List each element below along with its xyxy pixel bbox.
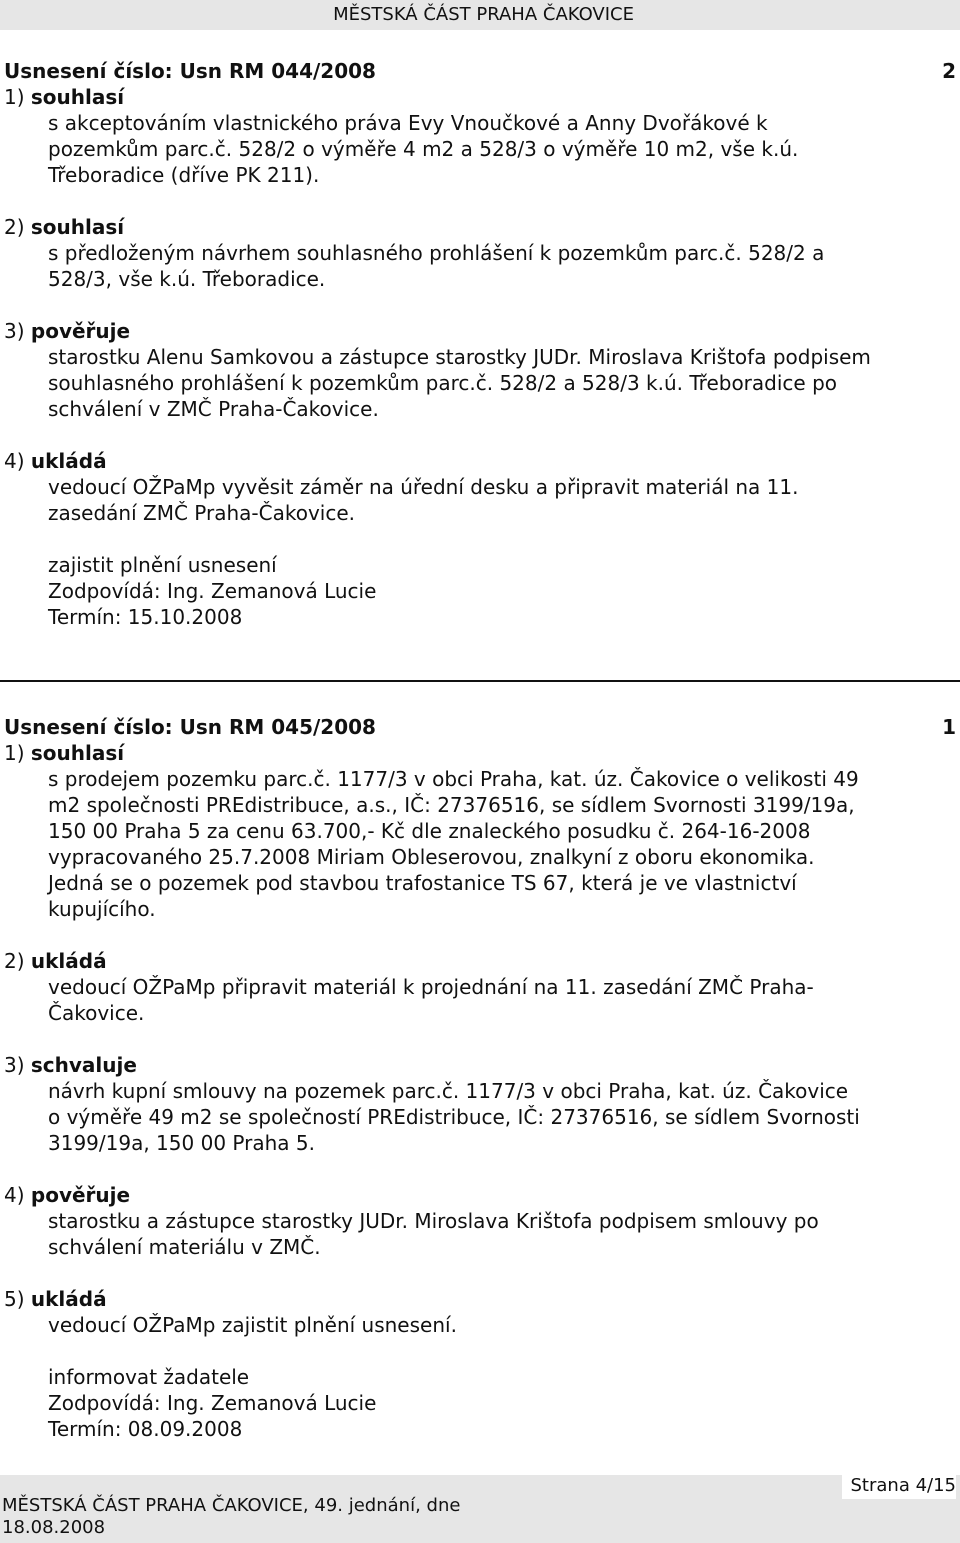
task-responsible: Zodpovídá: Ing. Zemanová Lucie — [48, 579, 377, 603]
text-line: 528/3, vše k.ú. Třeboradice. — [48, 267, 326, 291]
resolution-item — [0, 1052, 960, 1156]
item-verb: ukládá — [30, 449, 107, 473]
text-line: návrh kupní smlouvy na pozemek parc.č. 1177/3 v obci Praha, kat. úz. Čakovice — [48, 1079, 849, 1103]
resolution-count: 2 — [942, 59, 956, 83]
task-responsible: Zodpovídá: Ing. Zemanová Lucie — [48, 1391, 377, 1415]
resolution-item — [0, 214, 960, 292]
item-heading — [0, 84, 960, 110]
task-description: zajistit plnění usnesení — [48, 553, 277, 577]
text-line: vypracovaného 25.7.2008 Miriam Obleserovou, znalkyní z oboru ekonomika. — [48, 845, 815, 869]
text-line: s akceptováním vlastnického práva Evy Vnoučkové a Anny Dvořákové k — [48, 111, 768, 135]
resolution-item — [0, 1286, 960, 1338]
resolution-item — [0, 948, 960, 1026]
item-verb: souhlasí — [30, 215, 125, 239]
footer-meeting-line: MĚSTSKÁ ČÁST PRAHA ČAKOVICE, 49. jednání, dne — [2, 1495, 461, 1516]
text-line: pozemkům parc.č. 528/2 o výměře 4 m2 a 528/3 o výměře 10 m2, vše k.ú. — [48, 137, 799, 161]
item-text — [0, 1312, 960, 1338]
item-number: 1) — [4, 741, 25, 765]
section-divider — [0, 680, 960, 682]
text-line: 150 00 Praha 5 za cenu 63.700,- Kč dle znaleckého posudku č. 264-16-2008 — [48, 819, 811, 843]
task-block — [0, 1364, 960, 1442]
resolution-count: 1 — [942, 715, 956, 739]
item-number: 2) — [4, 949, 25, 973]
item-number: 1) — [4, 85, 25, 109]
page-header — [0, 0, 960, 30]
item-text — [0, 474, 960, 526]
item-number: 5) — [4, 1287, 25, 1311]
text-line: s prodejem pozemku parc.č. 1177/3 v obci Praha, kat. úz. Čakovice o velikosti 49 — [48, 767, 859, 791]
footer-meeting-info — [2, 1495, 460, 1539]
task-deadline: Termín: 15.10.2008 — [48, 605, 243, 629]
text-line: zasedání ZMČ Praha-Čakovice. — [48, 501, 356, 525]
item-number: 4) — [4, 1183, 25, 1207]
resolution-title — [0, 714, 960, 740]
task-deadline: Termín: 08.09.2008 — [48, 1417, 243, 1441]
text-line: vedoucí OŽPaMp vyvěsit záměr na úřední desku a připravit materiál na 11. — [48, 475, 799, 499]
text-line: vedoucí OŽPaMp zajistit plnění usnesení. — [48, 1313, 457, 1337]
item-verb: pověřuje — [30, 1183, 131, 1207]
item-verb: ukládá — [30, 949, 107, 973]
item-text — [0, 766, 960, 922]
page-number: Strana 4/15 — [842, 1475, 956, 1499]
item-text — [0, 110, 960, 188]
text-line: vedoucí OŽPaMp připravit materiál k projednání na 11. zasedání ZMČ Praha- — [48, 975, 814, 999]
item-heading — [0, 740, 960, 766]
item-text — [0, 1208, 960, 1260]
item-text — [0, 344, 960, 422]
item-heading — [0, 214, 960, 240]
item-verb: souhlasí — [30, 85, 125, 109]
item-heading — [0, 1286, 960, 1312]
resolution-item — [0, 318, 960, 422]
resolution-item — [0, 84, 960, 188]
item-heading — [0, 448, 960, 474]
resolution-item — [0, 1182, 960, 1260]
text-line: schválení v ZMČ Praha-Čakovice. — [48, 397, 379, 421]
item-number: 4) — [4, 449, 25, 473]
item-heading — [0, 318, 960, 344]
text-line: Jedná se o pozemek pod stavbou trafostanice TS 67, která je ve vlastnictví — [48, 871, 797, 895]
text-line: s předloženým návrhem souhlasného prohlášení k pozemkům parc.č. 528/2 a — [48, 241, 825, 265]
item-heading — [0, 1182, 960, 1208]
item-number: 3) — [4, 1053, 25, 1077]
text-line: 3199/19a, 150 00 Praha 5. — [48, 1131, 315, 1155]
text-line: Čakovice. — [48, 1001, 145, 1025]
page-footer — [0, 1475, 960, 1543]
item-text — [0, 1078, 960, 1156]
item-verb: ukládá — [30, 1287, 107, 1311]
item-text — [0, 974, 960, 1026]
text-line: m2 společnosti PREdistribuce, a.s., IČ: 27376516, se sídlem Svornosti 3199/19a, — [48, 793, 855, 817]
item-verb: souhlasí — [30, 741, 125, 765]
resolution-title — [0, 58, 960, 84]
item-number: 3) — [4, 319, 25, 343]
text-line: souhlasného prohlášení k pozemkům parc.č. 528/2 a 528/3 k.ú. Třeboradice po — [48, 371, 837, 395]
item-heading — [0, 1052, 960, 1078]
item-number: 2) — [4, 215, 25, 239]
resolution-number: Usnesení číslo: Usn RM 044/2008 — [4, 59, 376, 83]
text-line: o výměře 49 m2 se společností PREdistribuce, IČ: 27376516, se sídlem Svornosti — [48, 1105, 860, 1129]
item-verb: schvaluje — [30, 1053, 137, 1077]
resolution-item — [0, 740, 960, 922]
header-title: MĚSTSKÁ ČÁST PRAHA ČAKOVICE — [333, 4, 634, 25]
item-verb: pověřuje — [30, 319, 131, 343]
text-line: kupujícího. — [48, 897, 156, 921]
text-line: Třeboradice (dříve PK 211). — [48, 163, 320, 187]
resolution-045 — [0, 714, 960, 1442]
resolution-044 — [0, 58, 960, 630]
item-text — [0, 240, 960, 292]
task-description: informovat žadatele — [48, 1365, 250, 1389]
text-line: starostku Alenu Samkovou a zástupce starostky JUDr. Miroslava Krištofa podpisem — [48, 345, 871, 369]
resolution-number: Usnesení číslo: Usn RM 045/2008 — [4, 715, 376, 739]
footer-meeting-date: 18.08.2008 — [2, 1517, 106, 1538]
text-line: schválení materiálu v ZMČ. — [48, 1235, 321, 1259]
item-heading — [0, 948, 960, 974]
text-line: starostku a zástupce starostky JUDr. Miroslava Krištofa podpisem smlouvy po — [48, 1209, 819, 1233]
resolution-item — [0, 448, 960, 526]
task-block — [0, 552, 960, 630]
